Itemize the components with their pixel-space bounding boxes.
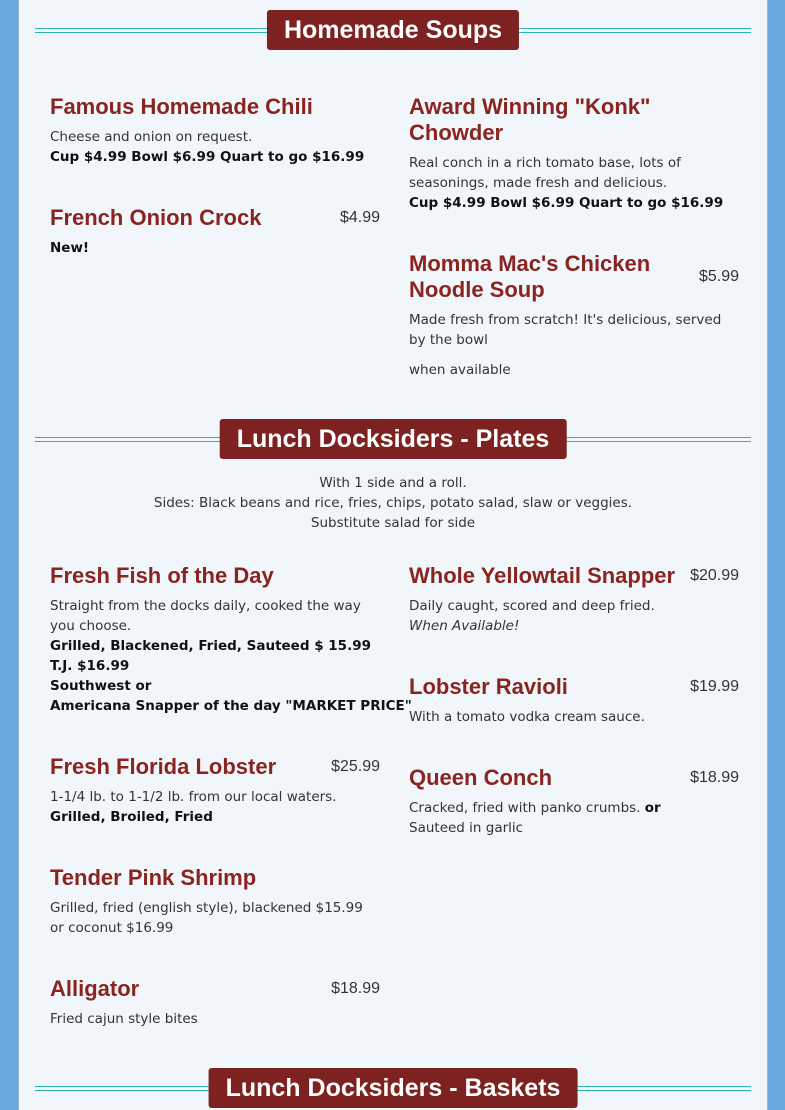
menu-item-pink-shrimp — [50, 865, 380, 938]
menu-item-fresh-fish — [50, 563, 412, 716]
menu-item-queen-conch — [409, 765, 739, 838]
item-note: When Available! — [409, 618, 520, 634]
section-header-soups — [35, 10, 751, 50]
item-desc: With a tomato vodka cream sauce. — [409, 709, 645, 725]
item-desc: Cheese and onion on request. — [50, 129, 253, 145]
item-price: $18.99 — [690, 769, 739, 786]
section-title: Lunch Docksiders - Baskets — [209, 1068, 578, 1108]
item-title: Momma Mac's Chicken Noodle Soup — [409, 251, 651, 302]
intro-line: With 1 side and a roll. — [319, 475, 467, 491]
menu-item-konk-chowder — [409, 94, 739, 213]
section-header-baskets — [35, 1068, 751, 1108]
item-title: Award Winning "Konk" Chowder — [409, 94, 651, 145]
item-desc: Made fresh from scratch! It's delicious, served by the bowl — [409, 312, 722, 348]
item-price: $18.99 — [331, 980, 380, 997]
item-options: Americana Snapper of the day "MARKET PRICE" — [50, 698, 412, 714]
menu-item-alligator — [50, 976, 380, 1029]
item-price: $20.99 — [690, 567, 739, 584]
item-note: when available — [409, 362, 511, 378]
item-price: $25.99 — [331, 758, 380, 775]
item-desc — [409, 798, 739, 838]
item-title: Whole Yellowtail Snapper — [409, 563, 676, 588]
desc-or: or — [644, 800, 661, 816]
intro-line: Sides: Black beans and rice, fries, chips, potato salad, slaw or veggies. — [153, 495, 633, 511]
item-styles: Grilled, Broiled, Fried — [50, 809, 213, 825]
menu-item-lobster-ravioli — [409, 674, 739, 727]
item-options: Southwest or — [50, 678, 152, 694]
section-title: Homemade Soups — [267, 10, 519, 50]
item-title: French Onion Crock — [50, 205, 262, 230]
item-title: Lobster Ravioli — [409, 674, 568, 699]
item-price: $4.99 — [339, 209, 380, 226]
desc-part: Cracked, fried with panko crumbs. — [409, 800, 641, 816]
item-options: Grilled, Blackened, Fried, Sauteed $ 15.99 T.J. $16.99 — [50, 638, 371, 674]
item-desc: Daily caught, scored and deep fried. — [409, 598, 655, 614]
item-title: Tender Pink Shrimp — [50, 865, 257, 890]
intro-line: Substitute salad for side — [310, 515, 476, 531]
item-desc: Fried cajun style bites — [50, 1011, 198, 1027]
item-title: Famous Homemade Chili — [50, 94, 313, 119]
menu-item-chicken-noodle — [409, 251, 739, 380]
section-header-plates — [35, 419, 751, 459]
desc-part: Sauteed in garlic — [409, 820, 524, 836]
menu-item-french-onion — [50, 205, 380, 258]
item-desc: Real conch in a rich tomato base, lots of seasonings, made fresh and delicious. — [409, 155, 681, 191]
item-desc: 1-1/4 lb. to 1-1/2 lb. from our local waters. — [50, 789, 337, 805]
menu-item-yellowtail — [409, 563, 739, 636]
item-note: New! — [50, 240, 90, 256]
item-prices: Cup $4.99 Bowl $6.99 Quart to go $16.99 — [409, 195, 724, 211]
menu-item-florida-lobster — [50, 754, 380, 827]
item-price: $5.99 — [698, 268, 739, 285]
item-title: Fresh Fish of the Day — [50, 563, 274, 588]
item-title: Queen Conch — [409, 765, 553, 790]
section-title: Lunch Docksiders - Plates — [220, 419, 567, 459]
item-price: $19.99 — [690, 678, 739, 695]
menu-item-chili — [50, 94, 380, 167]
plates-intro — [19, 473, 767, 533]
item-desc: Straight from the docks daily, cooked the way you choose. — [50, 598, 361, 634]
item-prices: Cup $4.99 Bowl $6.99 Quart to go $16.99 — [50, 149, 365, 165]
item-title: Fresh Florida Lobster — [50, 754, 277, 779]
item-desc: Grilled, fried (english style), blackened $15.99 or coconut $16.99 — [50, 900, 363, 936]
item-title: Alligator — [50, 976, 140, 1001]
menu-page — [18, 0, 768, 1110]
